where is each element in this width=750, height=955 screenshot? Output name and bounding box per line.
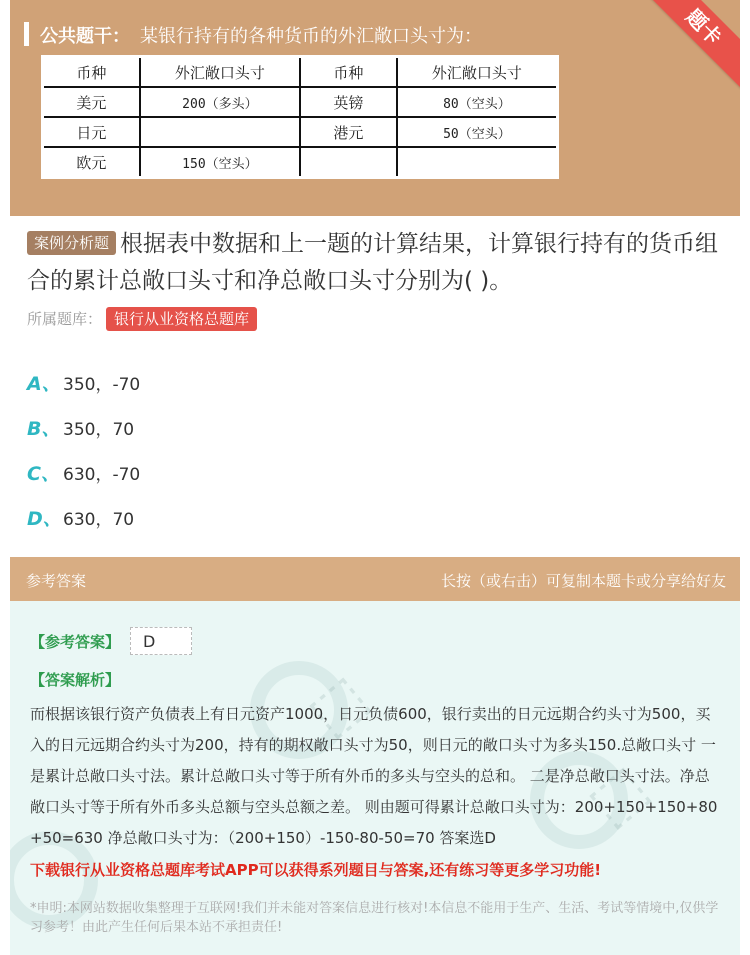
question-bank-row: [27, 307, 257, 331]
option-a[interactable]: [27, 360, 140, 405]
option-letter: D、: [27, 508, 62, 530]
question-text-block: [27, 226, 727, 300]
table-header-cell: 币种: [43, 57, 140, 88]
question-card-ribbon: 题卡: [642, 0, 740, 89]
option-d[interactable]: [27, 495, 140, 540]
table-cell: 欧元: [43, 147, 140, 178]
table-cell: 150（空头）: [140, 147, 300, 178]
app-download-promo[interactable]: 下载银行从业资格总题库考试APP可以获得系列题目与答案,还有练习等更多学习功能!: [30, 861, 602, 879]
answer-options: [27, 360, 140, 540]
table-header-cell: 外汇敞口头寸: [140, 57, 300, 88]
option-text: 350，70: [63, 420, 135, 440]
question-type-tag: 案例分析题: [27, 231, 116, 255]
table-cell: 日元: [43, 117, 140, 147]
option-text: 350，-70: [63, 375, 141, 395]
stem-label: 公共题干：: [40, 26, 130, 47]
option-letter: C、: [27, 463, 60, 485]
reference-answer-label: 【参考答案】: [30, 632, 121, 651]
stem-panel: [10, 0, 740, 216]
table-row: [43, 117, 558, 147]
option-text: 630，-70: [63, 465, 141, 485]
table-header-row: [43, 57, 558, 88]
disclaimer-text: *申明:本网站数据收集整理于互联网!我们并未能对答案信息进行核对!本信息不能用于生产、生活、考试等情境中,仅供学习参考！由此产生任何后果本站不承担责任!: [30, 901, 719, 935]
table-row: [43, 147, 558, 178]
option-letter: A、: [27, 373, 61, 395]
watermark-glyph: ⬚: [294, 661, 381, 749]
table-cell: 英镑: [300, 87, 397, 117]
explanation-label: 【答案解析】: [30, 671, 121, 689]
reference-answer-value: D: [130, 627, 192, 655]
stem-line: [40, 22, 482, 48]
stem-text: 某银行持有的各种货币的外汇敞口头寸为：: [140, 26, 482, 47]
option-letter: B、: [27, 418, 61, 440]
table-cell: [397, 147, 558, 178]
option-c[interactable]: [27, 450, 140, 495]
answer-header-title: 参考答案: [26, 572, 87, 590]
table-cell: [300, 147, 397, 178]
table-cell: 美元: [43, 87, 140, 117]
option-b[interactable]: [27, 405, 140, 450]
share-hint: 长按（或右击）可复制本题卡或分享给好友: [440, 572, 726, 590]
table-cell: 50（空头）: [397, 117, 558, 147]
table-row: [43, 87, 558, 117]
option-text: 630，70: [63, 510, 135, 530]
question-text: 根据表中数据和上一题的计算结果，计算银行持有的货币组合的累计总敞口头寸和净总敞口头寸分别为( )。: [27, 231, 719, 294]
table-header-cell: 币种: [300, 57, 397, 88]
table-header-cell: 外汇敞口头寸: [397, 57, 558, 88]
explanation-text: 而根据该银行资产负债表上有日元资产1000，日元负债600，银行卖出的日元远期合约头寸为500，买入的日元远期合约头寸为200，持有的期权敞口头寸为50，则日元的敞口头寸为多头150.总敞口头寸 一是累计总敞口头寸法。累计总敞口头寸等于所有外币的多头与空头的总和。 二是净总敞口头寸法。净总敞口头寸等于所有外币多头总额与空头总额之差。 则由题可得累计总敞口头寸为：200+150+150+80+50=630 净总敞口头寸为：（200+150）-150-80-50=70 答案选D: [30, 705, 718, 847]
question-bank-link[interactable]: 银行从业资格总题库: [106, 307, 257, 331]
watermark-glyph: ⬚: [574, 751, 661, 839]
table-cell: 港元: [300, 117, 397, 147]
reference-answer: [30, 627, 192, 655]
stem-accent-bar: [24, 22, 29, 46]
question-bank-label: 所属题库：: [27, 310, 103, 328]
fx-exposure-table: [41, 55, 559, 179]
table-cell: 80（空头）: [397, 87, 558, 117]
table-cell: [140, 117, 300, 147]
answer-header: [10, 557, 740, 601]
answer-body: [10, 601, 740, 955]
table-cell: 200（多头）: [140, 87, 300, 117]
